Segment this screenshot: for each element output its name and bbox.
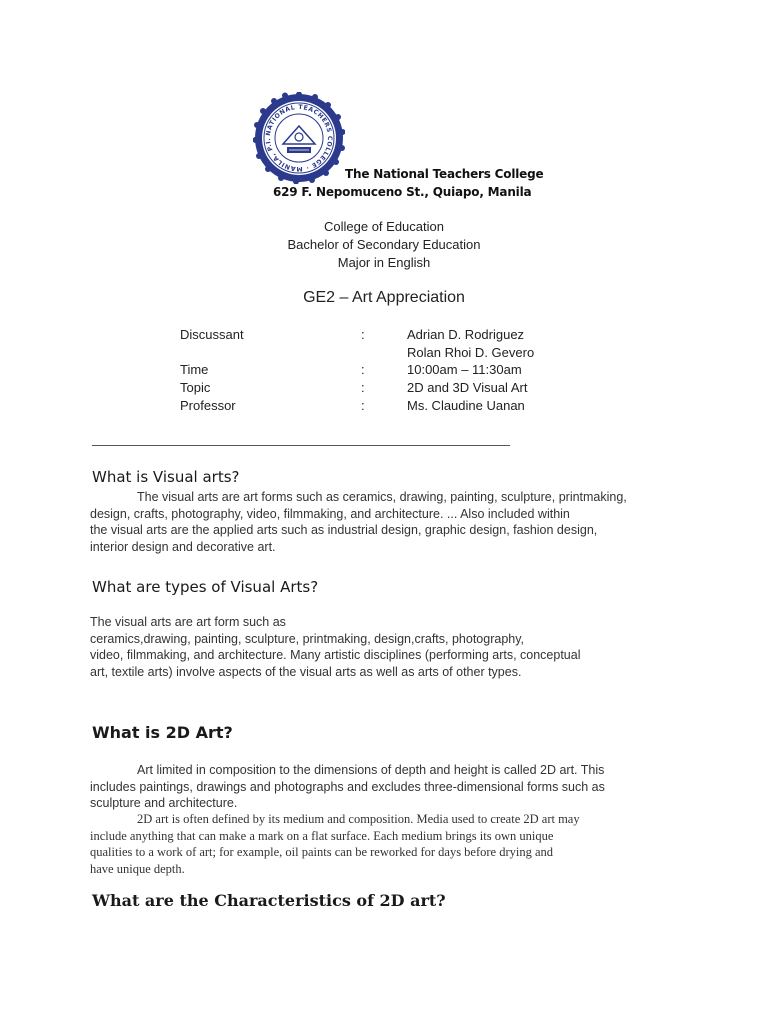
college-address: 629 F. Nepomuceno St., Quiapo, Manila [273, 185, 532, 199]
degree-program: Bachelor of Secondary Education [287, 237, 481, 252]
major: Major in English [337, 255, 431, 270]
paragraph-line: includes paintings, drawings and photographs and excludes three-dimensional forms such as [90, 779, 605, 794]
paragraph-2d-art [90, 762, 690, 812]
paragraph-line: ceramics,drawing, painting, sculpture, printmaking, design,crafts, photography, [90, 631, 525, 646]
paragraph-line: art, textile arts) involve aspects of the visual arts as well as arts of other types. [90, 664, 522, 679]
heading-2d-characteristics: What are the Characteristics of 2D art? [92, 891, 446, 910]
paragraph-types-visual-arts [90, 614, 690, 680]
horizontal-rule [92, 445, 510, 446]
paragraph-line: design, crafts, photography, video, filmmaking, and architecture. ... Also included within [90, 506, 570, 521]
info-colon: : [361, 327, 365, 342]
info-row-professor [180, 398, 600, 416]
paragraph-visual-arts [90, 489, 690, 555]
info-row-time [180, 362, 600, 380]
paragraph-line: The visual arts are art forms such as ceramics, drawing, painting, sculpture, printmaking, [137, 490, 627, 504]
heading-visual-arts: What is Visual arts? [92, 468, 240, 486]
seal-ring-text: NATIONAL TEACHERS COLLEGE · MANILA, P.I. [264, 103, 334, 173]
paragraph-line: sculpture and architecture. [90, 796, 238, 810]
info-label: Topic [180, 380, 211, 395]
info-value: 10:00am – 11:30am [407, 362, 522, 377]
paragraph-line: Art limited in composition to the dimensions of depth and height is called 2D art. This [137, 763, 605, 777]
college-of: College of Education [324, 219, 444, 234]
paragraph-line: include anything that can make a mark on a flat surface. Each medium brings its own unique [90, 828, 554, 843]
info-colon: : [361, 362, 365, 377]
info-colon: : [361, 398, 365, 413]
paragraph-line: video, filmmaking, and architecture. Many artistic disciplines (performing arts, conceptual [90, 648, 581, 662]
paragraph-line: The visual arts are art form such as [90, 615, 286, 629]
info-row-topic [180, 380, 600, 398]
info-label: Discussant [180, 327, 244, 342]
info-value: Rolan Rhoi D. Gevero [407, 345, 535, 360]
paragraph-line: the visual arts are the applied arts such as industrial design, graphic design, fashion design, [90, 523, 598, 537]
info-label: Professor [180, 398, 236, 413]
college-name: The National Teachers College [345, 167, 544, 181]
course-subject: GE2 – Art Appreciation [303, 289, 465, 306]
info-label: Time [180, 362, 209, 377]
paragraph-2d-art-media [90, 811, 690, 877]
info-row-discussant [180, 327, 600, 345]
paragraph-line: have unique depth. [90, 861, 185, 876]
heading-types-visual-arts: What are types of Visual Arts? [92, 578, 319, 596]
paragraph-line: 2D art is often defined by its medium and composition. Media used to create 2D art may [137, 812, 580, 826]
paragraph-line: qualities to a work of art; for example, oil paints can be reworked for days before drying and [90, 845, 554, 859]
college-seal [253, 92, 345, 184]
heading-2d-art: What is 2D Art? [92, 723, 233, 742]
info-value: Adrian D. Rodriguez [407, 327, 525, 342]
paragraph-line: interior design and decorative art. [90, 539, 276, 554]
info-colon: : [361, 380, 365, 395]
info-value: 2D and 3D Visual Art [407, 380, 528, 395]
info-row-discussant-2 [180, 345, 600, 363]
info-value: Ms. Claudine Uanan [407, 398, 525, 413]
